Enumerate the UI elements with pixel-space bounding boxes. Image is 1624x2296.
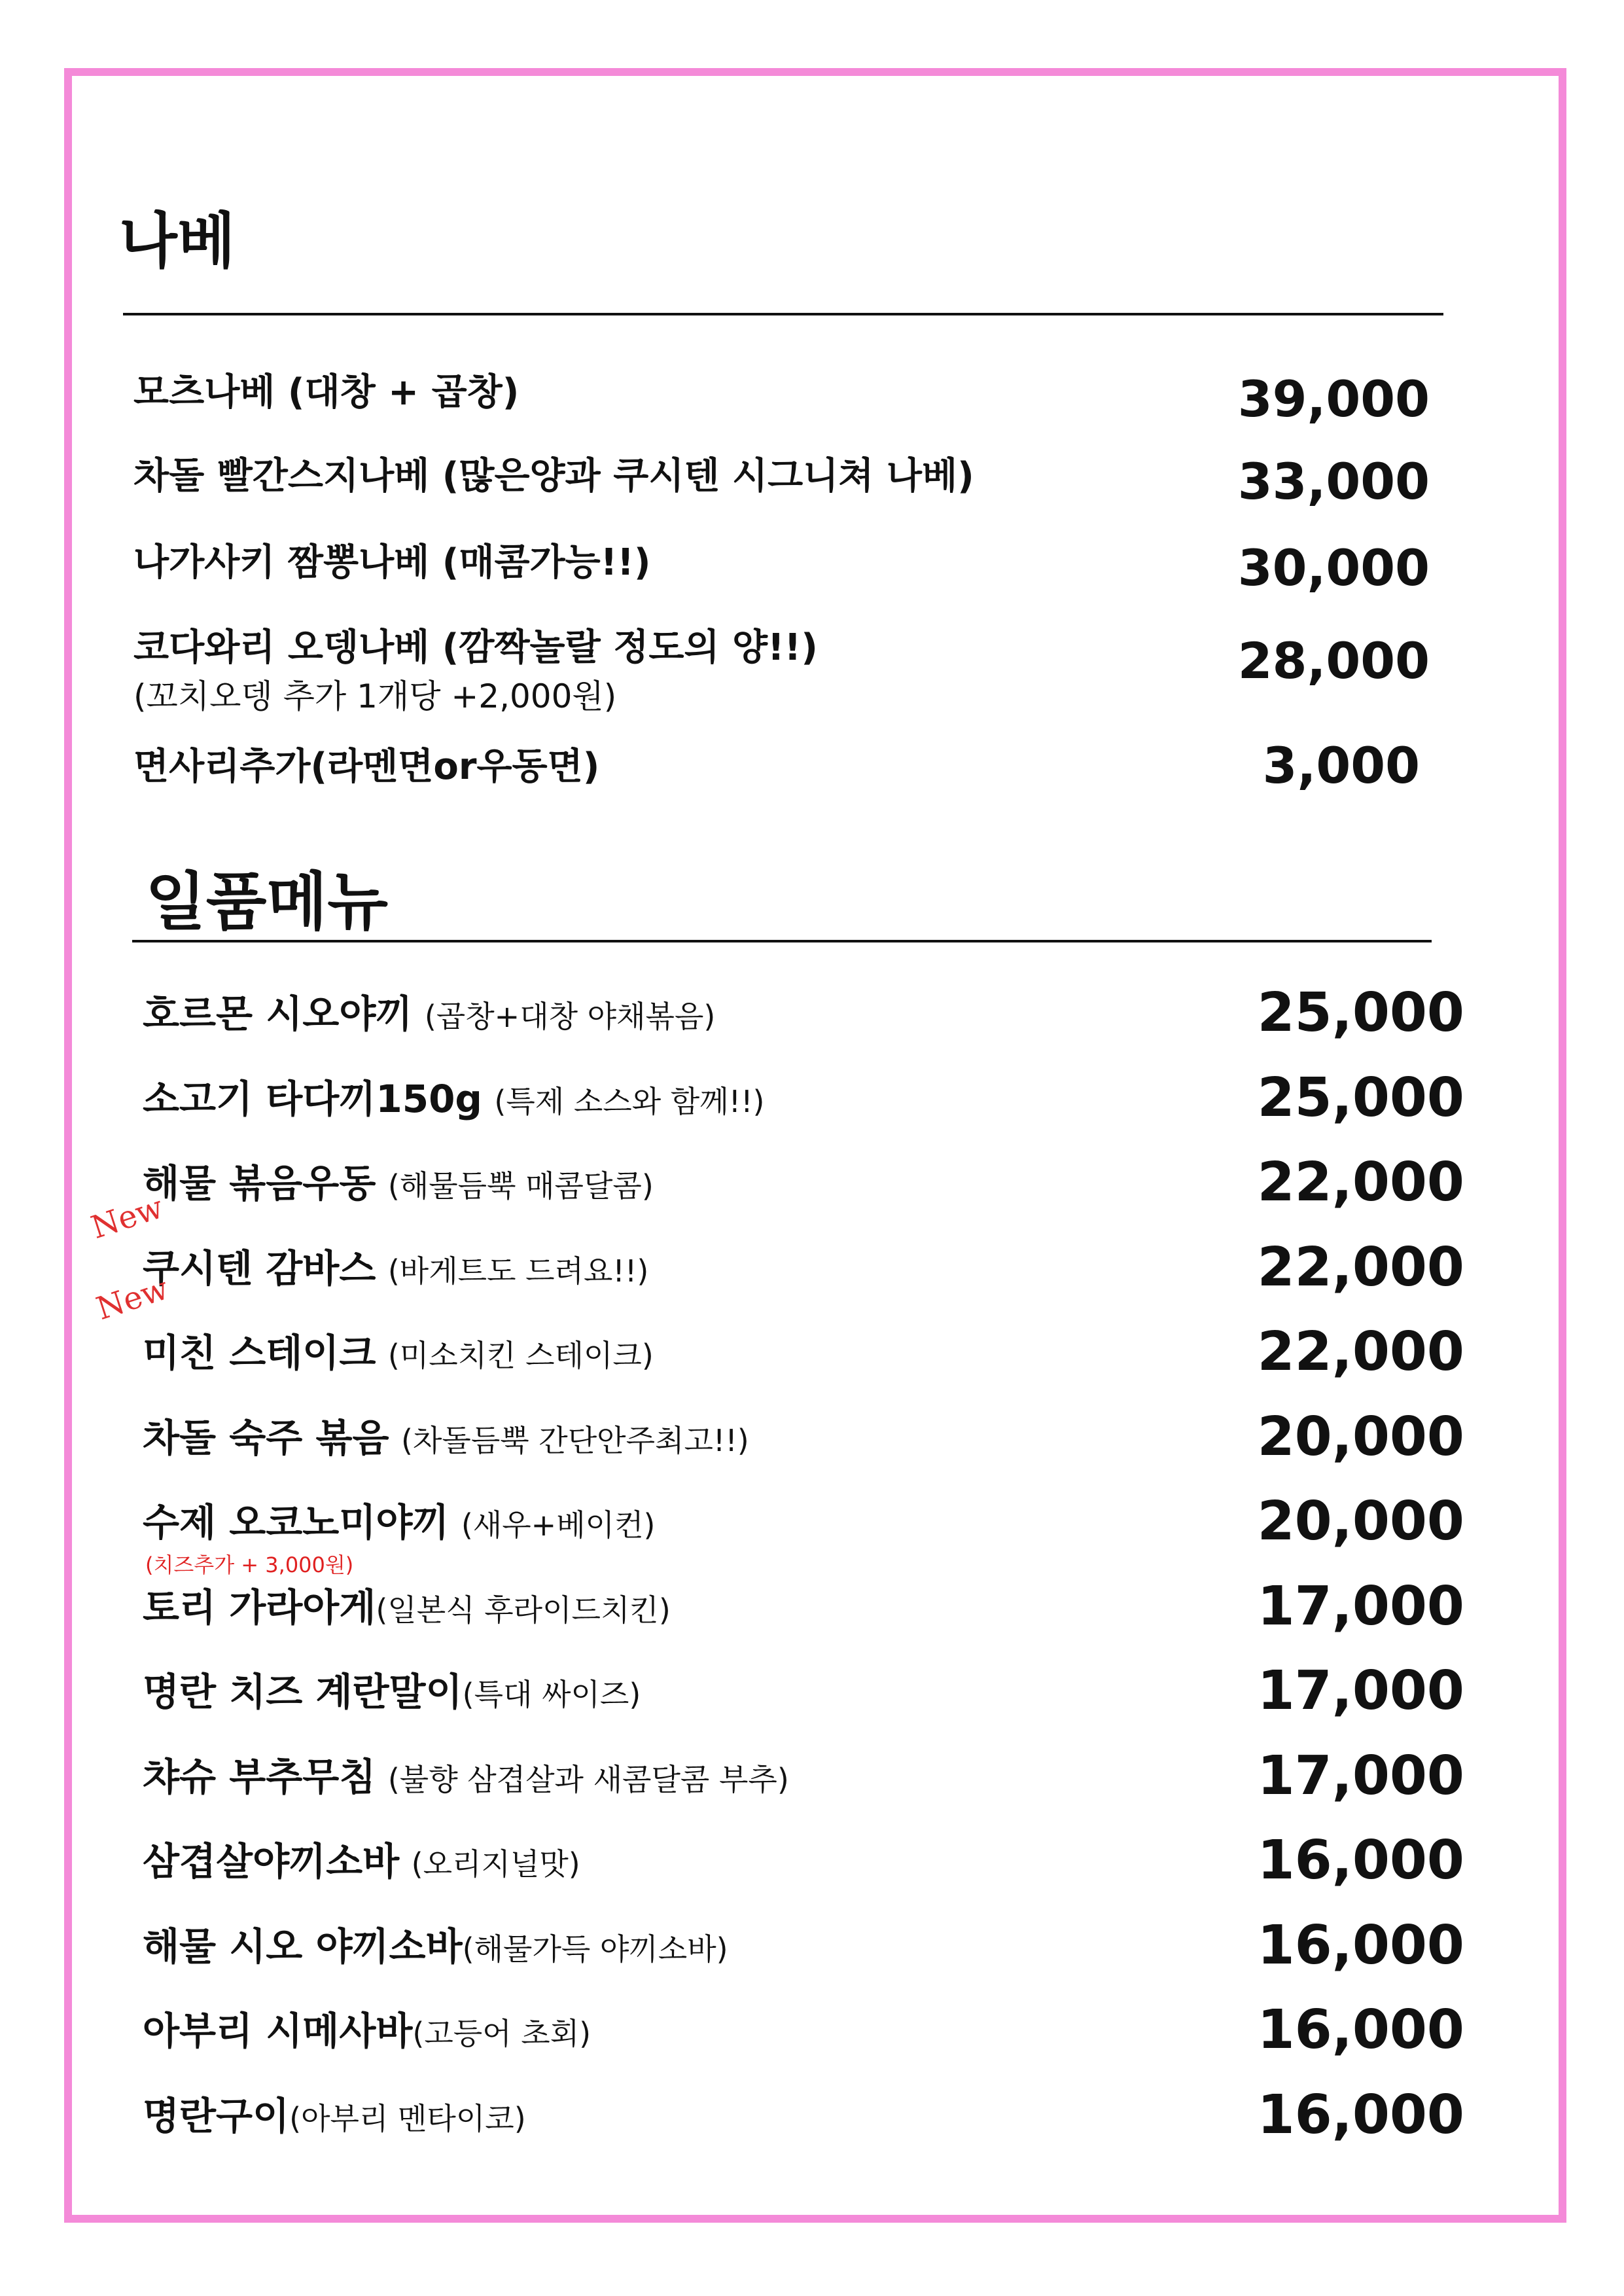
menu-item-desc: (해물듬뿍 매콤달콤)	[387, 1168, 654, 1204]
menu-item-desc: (특제 소스와 함께!!)	[494, 1084, 765, 1119]
menu-item-price: 17,000	[1257, 1660, 1464, 1722]
menu-item-desc: (특대 싸이즈)	[462, 1677, 641, 1712]
menu-item-desc: (오리지널맛)	[411, 1846, 580, 1882]
menu-item	[143, 1755, 789, 1801]
menu-item-price: 17,000	[1257, 1575, 1464, 1638]
section-title-nabe: 나베	[119, 206, 236, 276]
menu-item-name: 수제 오코노미야끼	[143, 1500, 450, 1545]
section-title-ilpum: 일품메뉴	[145, 865, 388, 939]
menu-item-price: 22,000	[1257, 1151, 1464, 1213]
menu-item-note: (치즈추가 + 3,000원)	[145, 1552, 354, 1577]
menu-item-price: 20,000	[1257, 1406, 1464, 1468]
menu-item-price: 3,000	[1262, 736, 1420, 795]
menu-item	[143, 1331, 654, 1377]
section-divider-ilpum	[132, 940, 1432, 942]
menu-item-name: 차돌 빨간스지나베 (많은양과 쿠시텐 시그니쳐 나베)	[133, 455, 974, 497]
menu-item-price: 30,000	[1237, 539, 1430, 597]
menu-item	[143, 1162, 654, 1208]
menu-item-price: 22,000	[1257, 1236, 1464, 1299]
menu-item-name: 해물 시오 야끼소바	[143, 1924, 463, 1969]
menu-item-name: 코다와리 오뎅나베 (깜짝놀랄 정도의 양!!)	[133, 626, 818, 669]
menu-item-name: 호르몬 시오야끼	[143, 992, 413, 1036]
menu-item-name: 삼겹살야끼소바	[143, 1839, 400, 1884]
menu-item-name: 토리 가라아게	[143, 1585, 376, 1630]
menu-item-desc: (불향 삼겹살과 새콤달콤 부추)	[387, 1762, 789, 1797]
menu-item-price: 25,000	[1257, 982, 1464, 1044]
menu-item-name: 차돌 숙주 볶음	[143, 1416, 389, 1460]
menu-item	[143, 1670, 641, 1716]
menu-item	[143, 1586, 671, 1632]
menu-item	[143, 1416, 749, 1462]
menu-item-price: 16,000	[1257, 2084, 1464, 2146]
new-badge: New	[86, 1189, 168, 1246]
menu-item-desc: (해물가득 야끼소바)	[462, 1931, 728, 1967]
menu-item	[143, 1501, 655, 1547]
menu-item	[143, 1077, 764, 1123]
menu-item-desc: (바게트도 드려요!!)	[387, 1253, 649, 1289]
menu-item-price: 17,000	[1257, 1745, 1464, 1807]
menu-item-desc: (미소치킨 스테이크)	[387, 1338, 654, 1373]
menu-item-name: 모츠나베 (대창 + 곱창)	[133, 371, 520, 414]
menu-item-name: 쿠시텐 감바스	[143, 1246, 376, 1291]
menu-item-price: 39,000	[1237, 370, 1430, 428]
menu-item-desc: (차돌듬뿍 간단안주최고!!)	[401, 1423, 749, 1458]
menu-item-desc: (새우+베이컨)	[461, 1507, 656, 1543]
menu-item-subnote: (꼬치오뎅 추가 1개당 +2,000원)	[133, 677, 617, 715]
menu-item-name: 나가사키 짬뽕나베 (매콤가능!!)	[133, 541, 651, 584]
menu-item-price: 25,000	[1257, 1067, 1464, 1129]
menu-item	[143, 1925, 728, 1971]
menu-item-name: 면사리추가(라멘면or우동면)	[133, 745, 600, 788]
menu-item	[143, 2009, 591, 2055]
menu-item-name: 명란 치즈 계란말이	[143, 1670, 463, 1714]
menu-item-name: 아부리 시메사바	[143, 2009, 413, 2053]
menu-item	[143, 992, 715, 1038]
menu-item	[143, 1840, 580, 1886]
menu-item-desc: (곱창+대창 야채볶음)	[424, 999, 716, 1034]
menu-item-desc: (고등어 초회)	[412, 2016, 591, 2051]
menu-item-name: 명란구이	[143, 2094, 290, 2138]
section-divider-nabe	[123, 313, 1443, 315]
menu-item-price: 16,000	[1257, 1914, 1464, 1977]
menu-item-name: 소고기 타다끼150g	[143, 1077, 482, 1121]
menu-item-price: 20,000	[1257, 1490, 1464, 1552]
menu-item	[143, 2094, 526, 2140]
menu-item-name: 미친 스테이크	[143, 1331, 376, 1375]
menu-item-price: 16,000	[1257, 1829, 1464, 1892]
new-badge: New	[92, 1270, 173, 1327]
menu-item-name: 챠슈 부추무침	[143, 1755, 376, 1799]
menu-item	[143, 1247, 648, 1293]
menu-item-desc: (아부리 멘타이코)	[289, 2101, 526, 2136]
menu-item-desc: (일본식 후라이드치킨)	[376, 1592, 671, 1628]
menu-item-price: 22,000	[1257, 1321, 1464, 1383]
menu-item-price: 16,000	[1257, 1999, 1464, 2061]
menu-item-price: 33,000	[1237, 452, 1430, 511]
menu-item-price: 28,000	[1237, 632, 1430, 690]
menu-item-name: 해물 볶음우동	[143, 1161, 376, 1206]
